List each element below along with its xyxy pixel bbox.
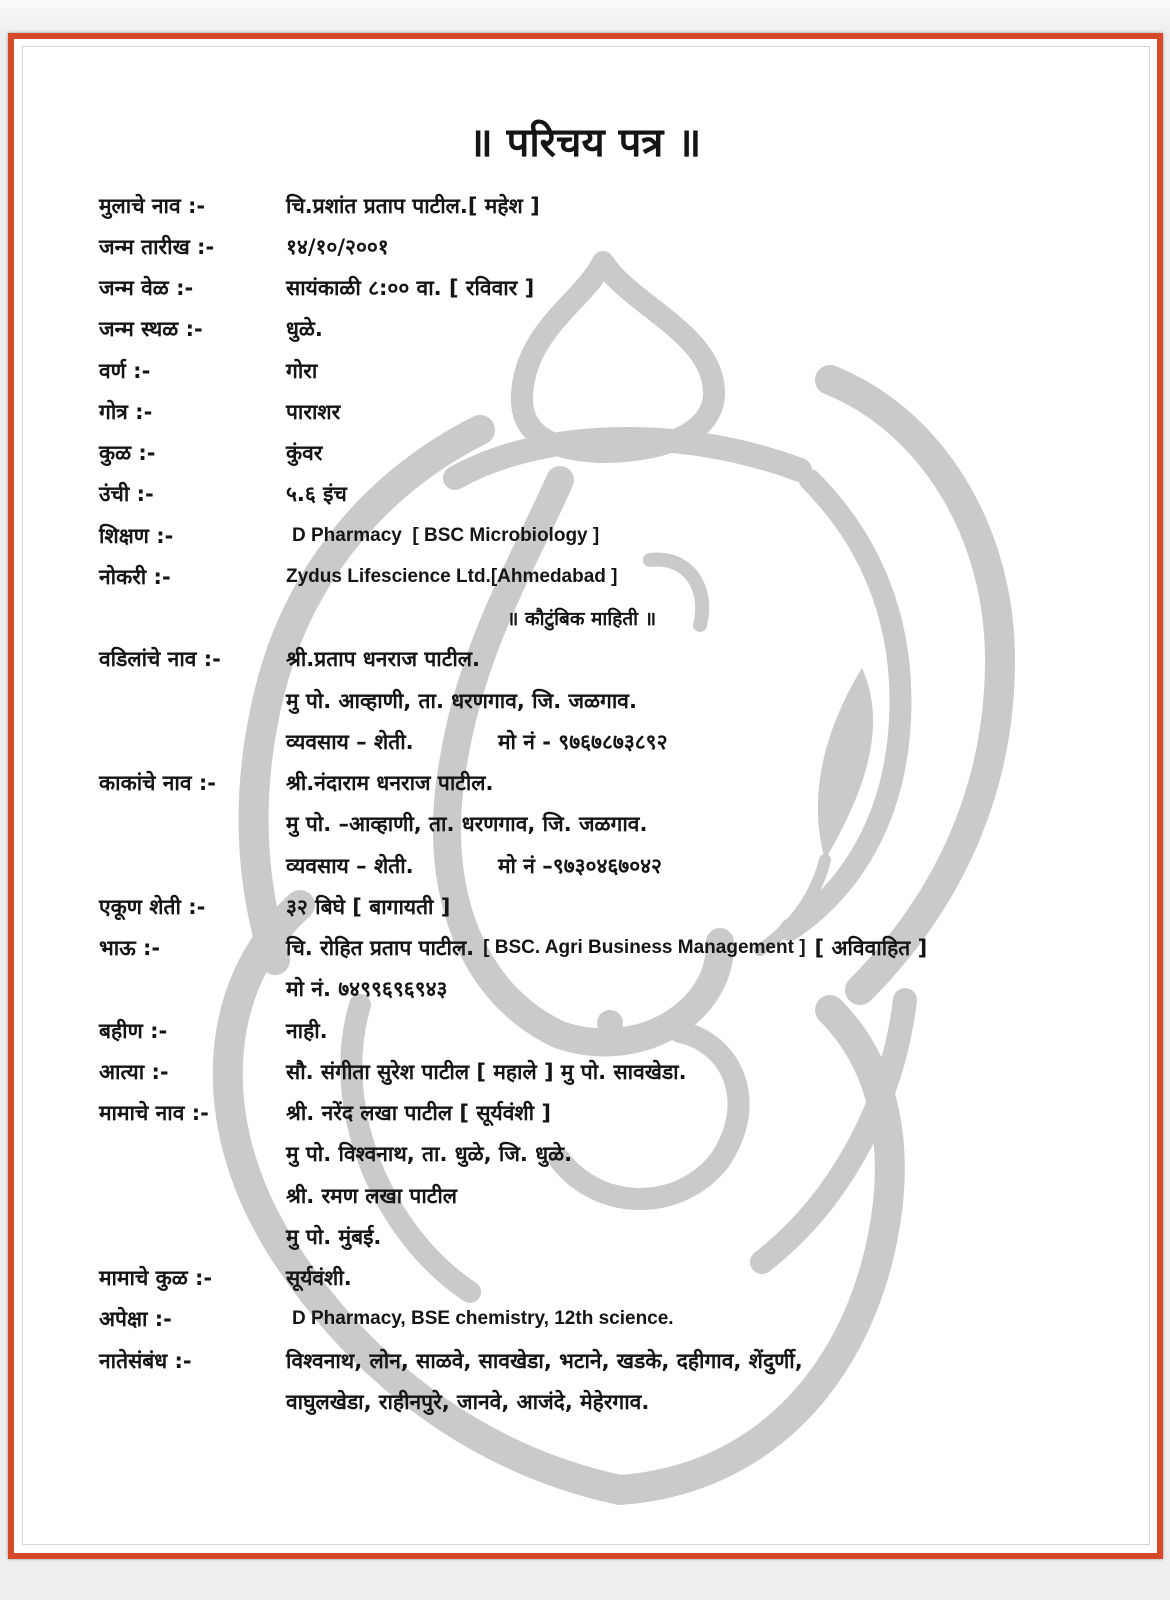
relations-line-1: विश्वनाथ, लोन, साळवे, सावखेडा, भटाने, खडके, दहीगाव, शेंदुर्णी, (286, 1348, 803, 1373)
row-maternal-kul (99, 1258, 1139, 1299)
row-aunt (99, 1051, 1139, 1092)
row-birth-time (99, 268, 1139, 309)
birth-date-label: जन्म तारीख :- (99, 234, 215, 259)
brother-education: [ BSC. Agri Business Management ] (483, 937, 806, 959)
biodata-list (99, 185, 1139, 1423)
kul-label: कुळ :- (99, 441, 156, 466)
uncle-occupation: व्यवसाय – शेती. (286, 853, 414, 878)
row-father-address (99, 680, 1139, 721)
row-uncle-occupation (99, 845, 1139, 886)
relations-line-2: वाघुलखेडा, राहीनपुरे, जानवे, आजंदे, मेहेरगाव. (286, 1389, 650, 1414)
row-relations-2 (99, 1381, 1139, 1422)
row-job (99, 556, 1139, 597)
expectation-label: अपेक्षा :- (99, 1307, 172, 1332)
row-kul (99, 433, 1139, 474)
row-father-occupation (99, 721, 1139, 762)
row-height (99, 474, 1139, 515)
job-label: नोकरी :- (99, 564, 171, 589)
brother-status: [ अविवाहित ] (814, 936, 928, 961)
kul-value: कुंवर (286, 441, 323, 466)
job-value: Zydus Lifescience Ltd.[Ahmedabad ] (286, 565, 618, 587)
expectation-value: D Pharmacy, BSE chemistry, 12th science. (292, 1308, 674, 1330)
row-name (99, 185, 1139, 226)
row-education (99, 515, 1139, 556)
row-brother (99, 928, 1139, 969)
name-label: मुलाचे नाव :- (99, 193, 206, 218)
row-sister (99, 1010, 1139, 1051)
row-maternal-uncle-2-address (99, 1216, 1139, 1257)
uncle-name: श्री.नंदाराम धनराज पाटील. (286, 771, 494, 796)
aunt-label: आत्या :- (99, 1059, 169, 1084)
gotra-value: पाराशर (286, 399, 341, 424)
height-value: ५.६ इंच (286, 482, 347, 507)
row-complexion (99, 350, 1139, 391)
complexion-label: वर्ण :- (99, 358, 151, 383)
birth-time-value: सायंकाळी ८:०० वा. [ रविवार ] (286, 276, 535, 301)
father-name: श्री.प्रताप धनराज पाटील. (286, 647, 480, 672)
maternal-kul-label: मामाचे कुळ :- (99, 1266, 213, 1291)
maternal-uncle-label: मामाचे नाव :- (99, 1101, 209, 1126)
family-heading: ॥ कौटुंबिक माहिती ॥ (507, 608, 657, 631)
row-relations (99, 1340, 1139, 1381)
page-title: ॥ परिचय पत्र ॥ (468, 120, 702, 166)
row-maternal-uncle-2 (99, 1175, 1139, 1216)
uncle-mobile: मो नं –९७३०४६७०४२ (498, 853, 662, 878)
relations-label: नातेसंबंध :- (99, 1348, 192, 1373)
row-birth-place (99, 309, 1139, 350)
uncle-address: मु पो. –आव्हाणी, ता. धरणगाव, जि. जळगाव. (286, 812, 648, 837)
row-brother-mobile (99, 969, 1139, 1010)
maternal-uncle-2-address: मु पो. मुंबई. (286, 1224, 382, 1249)
farm-value: ३२ बिघे [ बागायती ] (286, 894, 451, 919)
row-uncle-address (99, 804, 1139, 845)
maternal-uncle-1-name: श्री. नरेंद लखा पाटील [ सूर्यवंशी ] (286, 1101, 551, 1126)
father-address: मु पो. आव्हाणी, ता. धरणगाव, जि. जळगाव. (286, 688, 637, 713)
father-label: वडिलांचे नाव :- (99, 647, 221, 672)
row-father (99, 639, 1139, 680)
gotra-label: गोत्र :- (99, 399, 153, 424)
birth-place-label: जन्म स्थळ :- (99, 317, 203, 342)
maternal-uncle-1-address: मु पो. विश्वनाथ, ता. धुळे, जि. धुळे. (286, 1142, 573, 1167)
sister-label: बहीण :- (99, 1018, 168, 1043)
row-maternal-uncle-1-address (99, 1134, 1139, 1175)
complexion-value: गोरा (286, 358, 318, 383)
father-mobile: मो नं - ९७६७८७३८९२ (498, 729, 668, 754)
uncle-label: काकांचे नाव :- (99, 771, 216, 796)
row-farm (99, 886, 1139, 927)
farm-label: एकूण शेती :- (99, 894, 206, 919)
row-maternal-uncle (99, 1093, 1139, 1134)
row-gotra (99, 391, 1139, 432)
education-value: D Pharmacy [ BSC Microbiology ] (292, 524, 600, 546)
maternal-kul-value: सूर्यवंशी. (286, 1266, 352, 1291)
height-label: उंची :- (99, 482, 154, 507)
row-family-heading (99, 598, 1139, 639)
sister-value: नाही. (286, 1018, 328, 1043)
education-label: शिक्षण :- (99, 523, 174, 548)
row-birth-date (99, 226, 1139, 267)
birth-place-value: धुळे. (286, 317, 323, 342)
father-occupation: व्यवसाय – शेती. (286, 729, 414, 754)
maternal-uncle-2-name: श्री. रमण लखा पाटील (286, 1183, 458, 1208)
aunt-value: सौ. संगीता सुरेश पाटील [ महाले ] मु पो. सावखेडा. (286, 1059, 687, 1084)
brother-name: चि. रोहित प्रताप पाटील. (286, 936, 475, 961)
birth-date-value: १४/१०/२००१ (286, 234, 389, 259)
brother-label: भाऊ :- (99, 936, 161, 961)
row-uncle (99, 763, 1139, 804)
row-expectation (99, 1299, 1139, 1340)
birth-time-label: जन्म वेळ :- (99, 276, 194, 301)
name-value: चि.प्रशांत प्रताप पाटील.[ महेश ] (286, 193, 540, 218)
brother-mobile: मो नं. ७४९९६९६९४३ (286, 977, 448, 1002)
